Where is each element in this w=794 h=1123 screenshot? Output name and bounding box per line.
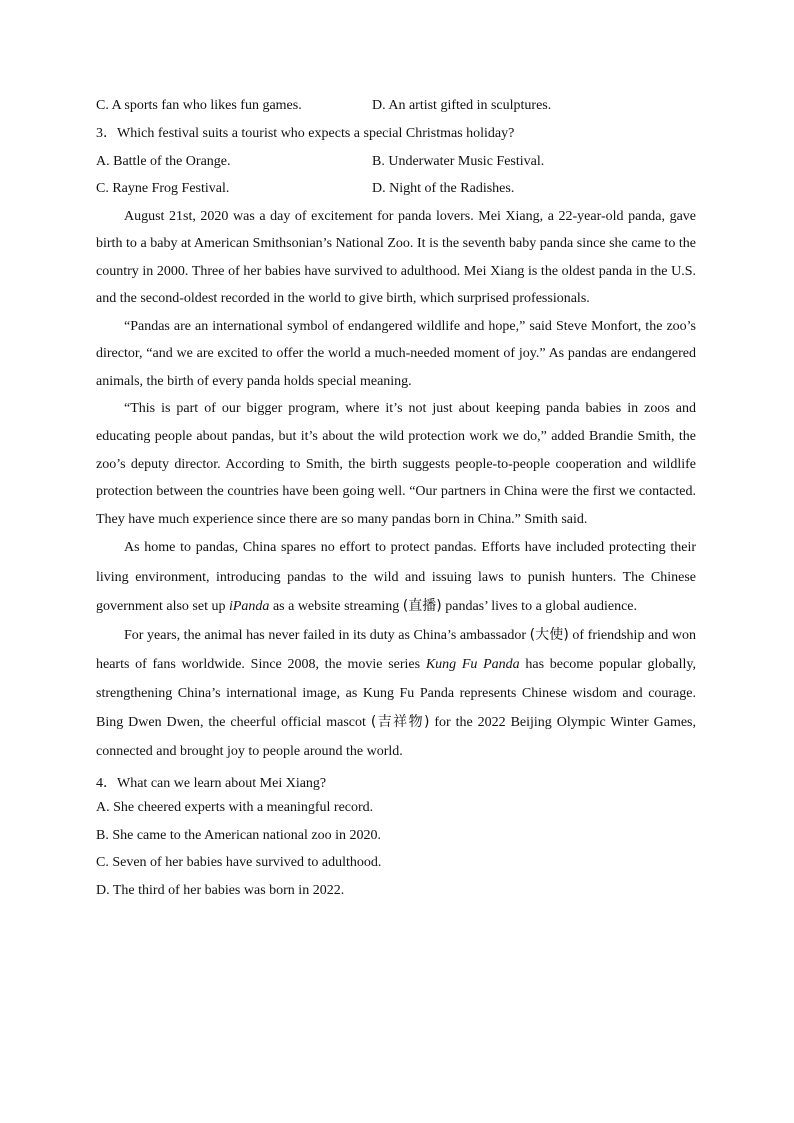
q3-options-row-1	[96, 152, 696, 179]
passage-paragraph-5	[96, 621, 696, 767]
passage-paragraph-3: “This is part of our bigger program, where it’s not just about keeping panda babies in zoos and educating people about pandas, but it’s about the wild protection work we do,” added Brandie Smith, the zoo’s deputy director. According to Smith, the birth suggests people-to-people cooperation and wildlife protection between the countries have been going well. “Our partners in China were the first we contacted. They have much experience since there are so many pandas born in China.” Smith said.	[96, 401, 696, 527]
p4-gloss: (直播)	[402, 597, 442, 614]
q2-options-row	[96, 96, 696, 124]
q4-option-d: D. The third of her babies was born in 2022.	[96, 883, 345, 899]
q4-option-c: C. Seven of her babies have survived to adulthood.	[96, 855, 382, 871]
p4-text-mid: as a website streaming	[269, 598, 403, 614]
p5-text-end: for the 2022 Beijing Olympic Winter Games, connected and brought joy to people around the world.	[96, 715, 696, 760]
q4-option-b: B. She came to the American national zoo in 2020.	[96, 827, 381, 843]
worksheet-page	[96, 96, 696, 909]
p4-text-start: As home to pandas, China spares no effort to protect pandas. Efforts have included protecting their living environment, introducing pandas to the wild and issuing laws to punish hunters. The Chinese government also set up	[96, 540, 696, 614]
q3-stem: 3．Which festival suits a tourist who expects a special Christmas holiday?	[96, 126, 515, 141]
passage-paragraph-1: August 21st, 2020 was a day of excitement for panda lovers. Mei Xiang, a 22-year-old panda, gave birth to a baby at American Smithsonian’s National Zoo. It is the seventh baby panda since she came to the country in 2000. Three of her babies have survived to adulthood. Mei Xiang is the oldest panda in the U.S. and the second-oldest recorded in the world to give birth, which surprised professionals.	[96, 208, 696, 307]
p5-gloss-ambassador: (大使)	[529, 626, 569, 643]
passage-paragraph-4	[96, 533, 696, 621]
p5-gloss-mascot: (吉祥物)	[370, 714, 430, 731]
p4-italic-ipanda: iPanda	[228, 598, 270, 614]
p5-text-mid-1: of friendship and won hearts of fans worldwide. Since 2008, the movie series	[96, 627, 696, 672]
q3-option-a: A. Battle of the Orange.	[96, 153, 231, 169]
q3-option-d: D. Night of the Radishes.	[372, 180, 515, 196]
reading-passage	[96, 203, 696, 767]
q2-option-c: C. A sports fan who likes fun games.	[96, 98, 302, 113]
p5-italic-kung-fu-panda: Kung Fu Panda	[425, 656, 520, 672]
q4-stem: 4．What can we learn about Mei Xiang?	[96, 775, 327, 791]
q3-option-b: B. Underwater Music Festival.	[372, 153, 545, 169]
q2-option-d: D. An artist gifted in sculptures.	[372, 98, 552, 113]
passage-paragraph-2: “Pandas are an international symbol of endangered wildlife and hope,” said Steve Monfort, the zoo’s director, “and we are excited to offer the world a much-needed moment of joy.” As pandas are endangered animals, the birth of every panda holds special meaning.	[96, 318, 696, 389]
p5-text-mid-2: has become popular globally, strengthening China’s international image, as Kung Fu Panda represents Chinese wisdom and courage. Bing Dwen Dwen, the cheerful official mascot	[96, 656, 696, 731]
q3-option-c: C. Rayne Frog Festival.	[96, 180, 230, 196]
p5-text-start: For years, the animal has never failed in its duty as China’s ambassador	[124, 627, 530, 643]
q4-option-a: A. She cheered experts with a meaningful record.	[96, 799, 374, 815]
p4-text-end: pandas’ lives to a global audience.	[441, 598, 638, 614]
